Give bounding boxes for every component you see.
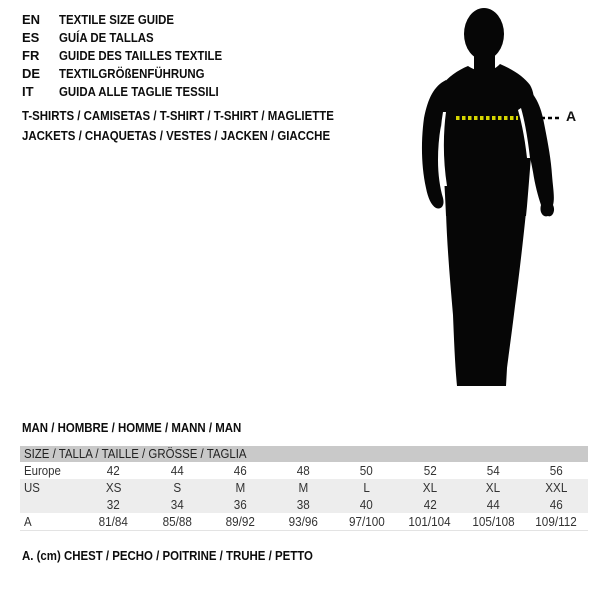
language-list [22,10,244,100]
table-cell: 42 [107,463,121,478]
language-row-fr [22,46,244,64]
table-cell: 93/96 [288,514,319,529]
table-row-us [20,479,588,496]
row-label [20,497,82,512]
table-cell: 32 [107,497,121,512]
row-label: US [24,480,40,495]
table-cell: 44 [486,497,500,512]
table-row-us-numeric [20,496,588,513]
table-cell: 50 [360,463,374,478]
table-cell: 48 [296,463,310,478]
language-title: TEXTILE SIZE GUIDE [59,11,175,27]
language-row-es [22,28,244,46]
table-cell: XL [485,480,501,495]
footnote-chest: A. (cm) CHEST / PECHO / POITRINE / TRUHE / PETTO [22,548,313,563]
measurement-figure [400,0,600,420]
table-cell: 54 [486,463,500,478]
language-row-en [22,10,244,28]
table-header-row [20,446,588,462]
man-silhouette [400,0,600,420]
table-cell: XS [105,480,122,495]
table-row-europe [20,462,588,479]
table-row-chest-cm [20,513,588,530]
table-cell: M [235,480,246,495]
table-cell: 44 [170,463,184,478]
table-cell: 109/112 [535,514,578,529]
table-cell: 56 [549,463,563,478]
table-cell: 46 [233,463,247,478]
table-cell: 42 [423,497,437,512]
table-cell: 46 [549,497,563,512]
language-title: GUÍA DE TALLAS [59,29,154,45]
table-cell: 40 [360,497,374,512]
table-cell: 36 [233,497,247,512]
language-code: EN [22,11,41,27]
table-cell: XXL [545,480,568,495]
category-tshirts: T-SHIRTS / CAMISETAS / T-SHIRT / T-SHIRT / MAGLIETTE [22,108,334,123]
section-title-man: MAN / HOMBRE / HOMME / MANN / MAN [22,420,242,435]
language-code: DE [22,65,41,81]
language-title: GUIDA ALLE TAGLIE TESSILI [59,83,219,99]
table-cell: M [298,480,309,495]
language-title: GUIDE DES TAILLES TEXTILE [59,47,223,63]
table-cell: S [172,480,181,495]
table-cell: 52 [423,463,437,478]
row-label: A [24,514,32,529]
table-cell: 34 [170,497,184,512]
table-cell: 89/92 [225,514,255,529]
language-row-de [22,64,244,82]
category-jackets: JACKETS / CHAQUETAS / VESTES / JACKEN / GIACCHE [22,128,331,143]
table-header-label: SIZE / TALLA / TAILLE / GRÖSSE / TAGLIA [24,446,247,461]
table-cell: 38 [296,497,310,512]
language-code: FR [22,47,40,63]
table-cell: L [363,480,370,495]
language-code: IT [22,83,34,99]
language-title: TEXTILGRÖßENFÜHRUNG [59,65,205,81]
table-cell: 97/100 [348,514,385,529]
table-cell: 81/84 [98,514,129,529]
table-cell: 101/104 [408,514,452,529]
table-cell: 105/108 [471,514,515,529]
language-row-it [22,82,244,100]
measure-label-a: A [566,108,577,124]
table-cell: XL [422,480,438,495]
language-code: ES [22,29,40,45]
table-cell: 85/88 [162,514,192,529]
category-list [22,106,376,146]
row-label: Europe [24,463,61,478]
size-table [20,446,588,531]
